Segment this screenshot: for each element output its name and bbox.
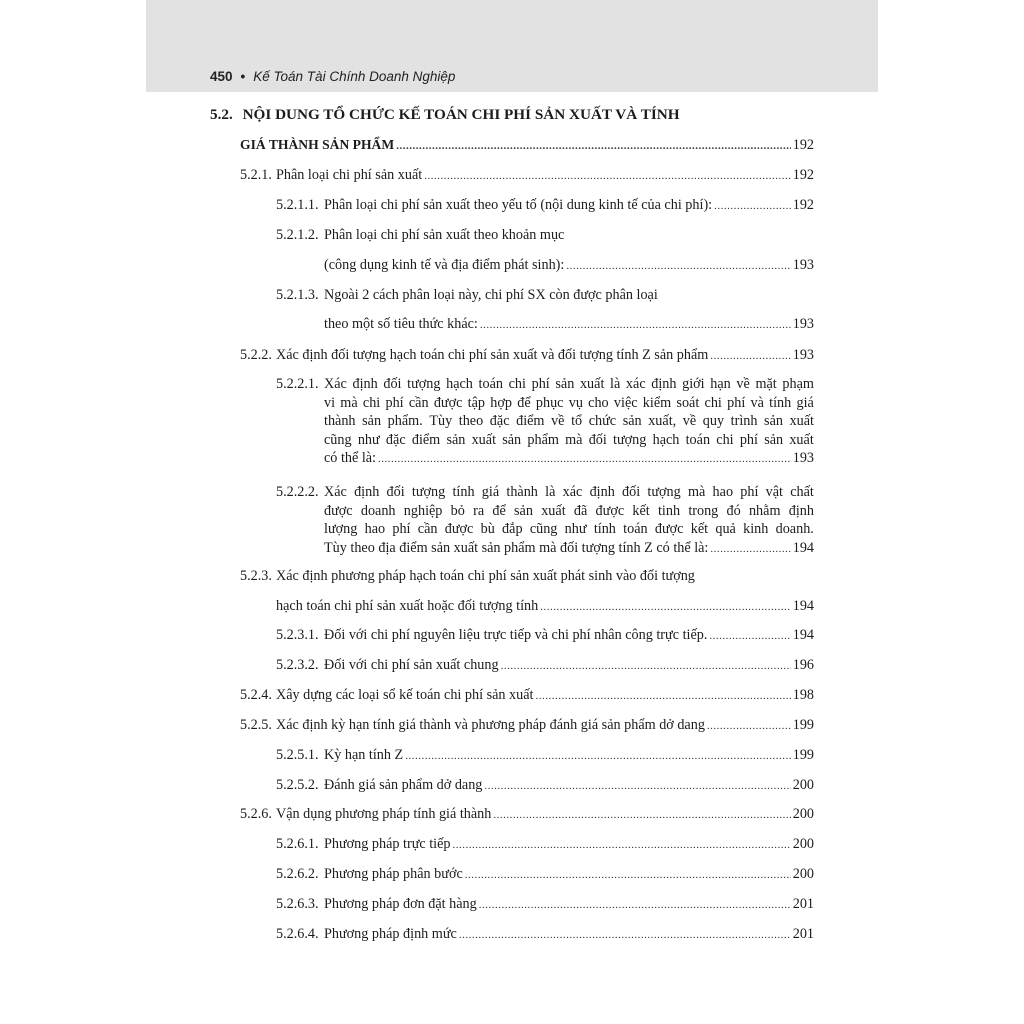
word: sản — [622, 413, 642, 430]
page-ref: 200 — [792, 866, 814, 882]
page-ref: 200 — [792, 836, 814, 852]
word: lượng — [324, 521, 358, 538]
word: quy — [702, 413, 725, 430]
entry-text: Đối với chi phí nguyên liệu trực tiếp và chi phí nhân công trực tiếp. — [324, 627, 708, 643]
word: cho — [588, 394, 609, 411]
entry-text: Xác định phương pháp hạch toán chi phí sản xuất phát sinh vào đối tượng — [276, 568, 695, 584]
word: đắp — [502, 521, 523, 538]
paragraph-line — [324, 483, 814, 502]
word: phẩm — [527, 431, 559, 448]
word: điểm — [411, 431, 441, 448]
dot-leader — [480, 313, 791, 336]
word: đặc — [489, 413, 510, 430]
toc-entry — [276, 654, 814, 676]
entry-code: 5.2.1. — [240, 167, 272, 183]
page-ref: 193 — [792, 347, 814, 363]
word: xác — [625, 376, 646, 392]
word: chức — [588, 413, 617, 430]
word: chi — [716, 431, 734, 448]
word: hạn — [710, 376, 731, 392]
dot-leader — [566, 254, 790, 277]
word: và — [750, 394, 764, 411]
word: doanh. — [775, 521, 814, 538]
word: tính — [593, 521, 616, 538]
dot-leader — [535, 684, 790, 707]
dot-leader — [714, 194, 791, 217]
word: vụ — [568, 394, 583, 411]
toc-entry — [240, 803, 814, 825]
word: kiểm — [642, 394, 672, 411]
toc-entry — [240, 684, 814, 706]
toc-entry-paragraph — [276, 483, 814, 558]
word: hạch — [446, 376, 473, 392]
entry-text-continued: (công dụng kinh tế và địa điểm phát sinh): — [324, 257, 565, 273]
word: định — [352, 376, 378, 392]
entry-text: Đối với chi phí sản xuất chung — [324, 657, 499, 673]
word: trình — [730, 413, 758, 430]
word: xác — [562, 484, 583, 500]
page-ref: 196 — [792, 657, 814, 673]
entry-text: Vận dụng phương pháp tính giá thành — [276, 806, 492, 822]
word: Xác — [324, 484, 347, 500]
page-ref: 200 — [792, 806, 814, 822]
word: phí — [531, 376, 550, 392]
word: định — [354, 484, 380, 500]
word: hợp — [490, 394, 512, 411]
word: đặc — [385, 431, 406, 448]
word: toán — [478, 376, 503, 392]
entry-text: có thể là: — [324, 450, 376, 467]
toc-entry-first-line — [276, 224, 564, 246]
dot-leader — [424, 164, 791, 187]
toc-entry — [276, 923, 814, 945]
word: để — [517, 394, 531, 411]
entry-text: Ngoài 2 cách phân loại này, chi phí SX còn được phân loại — [324, 287, 658, 303]
header-separator: • — [240, 69, 246, 84]
entry-text: Phương pháp định mức — [324, 926, 457, 942]
entry-code: 5.2.5.2. — [276, 777, 319, 793]
toc-entry — [276, 863, 814, 885]
word: hao — [364, 521, 386, 538]
toc-entry — [276, 194, 814, 216]
word: xuất — [471, 431, 497, 448]
word: điểm — [516, 413, 545, 430]
running-head — [210, 66, 455, 88]
entry-text: Xác định kỳ hạn tính giá thành và phương pháp đánh giá sản phẩm dở dang — [276, 717, 705, 733]
word: mà — [565, 431, 583, 448]
word: đó — [726, 502, 741, 519]
entry-text: Phương pháp phân bước — [324, 866, 463, 882]
word: việc — [613, 394, 638, 411]
dot-leader — [710, 539, 790, 559]
word: theo — [458, 413, 484, 430]
word: kinh — [743, 521, 769, 538]
word: phí — [739, 431, 758, 448]
page-ref: 199 — [792, 717, 814, 733]
page-ref: 194 — [792, 627, 814, 643]
word: sản — [764, 431, 784, 448]
word: toán — [623, 521, 648, 538]
page-ref: 193 — [792, 316, 814, 332]
paragraph-last-line — [324, 539, 814, 559]
dot-leader — [479, 893, 791, 916]
word: quả — [715, 521, 736, 538]
page-ref: 201 — [792, 926, 814, 942]
paragraph-line — [324, 520, 814, 539]
toc-entry — [276, 893, 814, 915]
word: sản — [764, 413, 783, 430]
word: cũng — [324, 431, 352, 448]
entry-code: 5.2.3.2. — [276, 657, 319, 673]
word: phục — [535, 394, 564, 411]
word: hạch — [652, 431, 680, 448]
word: đã — [573, 502, 588, 519]
entry-code: 5.2.2. — [240, 347, 272, 363]
word: định — [788, 502, 814, 519]
paragraph-line — [324, 431, 814, 450]
page-ref: 201 — [792, 896, 814, 912]
word: là — [610, 376, 621, 392]
word: tượng — [407, 376, 441, 392]
entry-text-continued: hạch toán chi phí sản xuất hoặc đối tượng tính — [276, 598, 539, 614]
word: về — [736, 376, 750, 392]
word: bù — [480, 521, 495, 538]
dot-leader — [709, 624, 790, 647]
paragraph-line — [324, 394, 814, 413]
entry-code: 5.2.6.1. — [276, 836, 319, 852]
dot-leader — [459, 923, 791, 946]
page-ref: 194 — [792, 598, 814, 614]
entry-text: Tùy theo địa điểm sản xuất sản phẩm mà đối tượng tính Z có thể là: — [324, 539, 709, 556]
word: tượng — [647, 484, 681, 500]
entry-code: 5.2.3. — [240, 568, 272, 584]
word: cũng — [529, 521, 558, 538]
word: sản — [514, 502, 533, 519]
word: xuất — [789, 431, 814, 448]
page-ref: 193 — [792, 257, 814, 273]
dot-leader — [707, 714, 791, 737]
word: đối — [622, 484, 641, 500]
toc-entry — [276, 833, 814, 855]
word: sản — [446, 431, 466, 448]
word: sản — [362, 413, 382, 430]
word: tính — [452, 484, 475, 500]
toc-entry — [276, 744, 814, 766]
entry-code: 5.2.1.3. — [276, 287, 319, 303]
word: tượng — [411, 484, 446, 500]
word: phí — [392, 521, 411, 538]
entry-text-continued: theo một số tiêu thức khác: — [324, 316, 478, 332]
entry-text: Xác định đối tượng hạch toán chi phí sản xuất và đối tượng tính Z sản phẩm — [276, 347, 709, 363]
toc-entry-paragraph — [276, 375, 814, 469]
word: thành — [506, 484, 538, 500]
word: nhằm — [748, 502, 781, 519]
word: như — [357, 431, 380, 448]
word: để — [492, 502, 506, 519]
dot-leader — [378, 449, 791, 469]
entry-code: 5.2.5. — [240, 717, 272, 733]
entry-code: 5.2.5.1. — [276, 747, 319, 763]
word: kết — [690, 521, 709, 538]
toc-entry — [240, 714, 814, 736]
entry-code: 5.2.6.2. — [276, 866, 319, 882]
word: phí — [740, 484, 759, 500]
word: mặt — [755, 376, 777, 392]
word: Xác — [324, 376, 347, 392]
word: kết — [632, 502, 650, 519]
word: đối — [383, 376, 402, 392]
page-ref: 194 — [792, 539, 814, 556]
entry-code: 5.2.6.3. — [276, 896, 319, 912]
dot-leader — [465, 863, 791, 886]
word: được — [444, 521, 474, 538]
entry-code: 5.2.6. — [240, 806, 272, 822]
entry-code: 5.2.3.1. — [276, 627, 319, 643]
entry-code: 5.2.1.1. — [276, 197, 319, 213]
word: toán — [685, 431, 711, 448]
toc-entry — [240, 164, 814, 186]
word: Tùy — [429, 413, 453, 430]
word: tượng — [613, 431, 647, 448]
word: hao — [712, 484, 734, 500]
word: ra — [473, 502, 485, 519]
word: chi — [508, 376, 526, 392]
word: tập — [467, 394, 486, 411]
word: định — [589, 484, 615, 500]
word: phí — [385, 394, 404, 411]
toc-entry-5-2 — [240, 134, 814, 156]
toc-entry-continuation — [276, 595, 814, 617]
entry-text: Đánh giá sản phẩm dở dang — [324, 777, 483, 793]
word: xuất — [579, 376, 605, 392]
toc-entry-continuation — [324, 254, 814, 276]
toc-entry-first-line — [240, 565, 695, 587]
page-ref: 193 — [792, 450, 814, 467]
toc-entry — [276, 624, 814, 646]
word: cần — [417, 521, 438, 538]
word: soát — [676, 394, 700, 411]
entry-text: Xây dựng các loại sổ kế toán chi phí sản xuất — [276, 687, 534, 703]
entry-code: 5.2.4. — [240, 687, 272, 703]
word: cần — [408, 394, 429, 411]
word: như — [564, 521, 587, 538]
paragraph-line — [324, 412, 814, 431]
dot-leader — [493, 803, 790, 826]
word: chất — [790, 484, 814, 500]
dot-leader — [396, 134, 791, 157]
paragraph-last-line — [324, 449, 814, 469]
word: được — [654, 521, 684, 538]
word: thành — [324, 413, 356, 430]
section-title-line1: NỘI DUNG TỔ CHỨC KẾ TOÁN CHI PHÍ SẢN XUẤT VÀ TÍNH — [242, 106, 680, 123]
word: được — [324, 502, 353, 519]
dot-leader — [501, 654, 791, 677]
word: nghiệp — [403, 502, 443, 519]
entry-text: Phương pháp đơn đặt hàng — [324, 896, 477, 912]
paragraph-line — [324, 502, 814, 521]
word: chi — [704, 394, 722, 411]
word: tổ — [571, 413, 583, 430]
word: xuất — [789, 413, 814, 430]
entry-text: Phân loại chi phí sản xuất — [276, 167, 423, 183]
toc-entry-first-line — [276, 284, 658, 306]
section-heading-line1 — [210, 104, 680, 126]
section-code: 5.2. — [210, 106, 233, 123]
entry-code: 5.2.2.2. — [276, 484, 319, 500]
section-title-line2: GIÁ THÀNH SẢN PHẨM — [240, 137, 395, 152]
page-ref: 200 — [792, 777, 814, 793]
word: mà — [687, 484, 706, 500]
word: đối — [588, 431, 607, 448]
word: phí — [727, 394, 746, 411]
page-ref: 192 — [792, 137, 814, 153]
toc-entry-continuation — [324, 313, 814, 335]
toc-entry — [240, 344, 814, 366]
word: đối — [386, 484, 405, 500]
entry-text: Kỳ hạn tính Z — [324, 747, 404, 763]
entry-code: 5.2.2.1. — [276, 376, 319, 392]
entry-text: Phân loại chi phí sản xuất theo yếu tố (nội dung kinh tế của chi phí): — [324, 197, 713, 213]
word: định — [651, 376, 677, 392]
page-ref: 199 — [792, 747, 814, 763]
word: bỏ — [450, 502, 465, 519]
word: xuất, — [648, 413, 677, 430]
dot-leader — [405, 744, 791, 767]
word: mà — [340, 394, 358, 411]
entry-text: Phân loại chi phí sản xuất theo khoản mục — [324, 227, 565, 243]
word: phẩm. — [387, 413, 423, 430]
word: vi — [324, 394, 336, 411]
dot-leader — [540, 595, 790, 618]
word: doanh — [360, 502, 396, 519]
word: được — [595, 502, 625, 519]
word: tính — [769, 394, 792, 411]
word: tinh — [657, 502, 681, 519]
word: được — [433, 394, 463, 411]
page-number: 450 — [210, 69, 233, 84]
dot-leader — [453, 833, 791, 856]
entry-code: 5.2.1.2. — [276, 227, 319, 243]
word: là — [545, 484, 556, 500]
word: chi — [362, 394, 381, 411]
entry-text: Phương pháp trực tiếp — [324, 836, 451, 852]
paragraph-line — [324, 375, 814, 394]
word: sản — [502, 431, 522, 448]
page-ref: 192 — [792, 197, 814, 213]
word: vật — [765, 484, 783, 500]
word: giới — [682, 376, 705, 392]
word: phạm — [782, 376, 814, 392]
word: giá — [796, 394, 814, 411]
page-ref: 198 — [792, 687, 814, 703]
toc-entry — [276, 774, 814, 796]
dot-leader — [710, 344, 790, 367]
word: về — [551, 413, 565, 430]
book-title: Kế Toán Tài Chính Doanh Nghiệp — [253, 69, 456, 84]
word: về — [682, 413, 697, 430]
word: sản — [555, 376, 575, 392]
word: xuất — [541, 502, 566, 519]
word: giá — [481, 484, 500, 500]
word: trong — [688, 502, 719, 519]
dot-leader — [484, 774, 790, 797]
page-ref: 192 — [792, 167, 814, 183]
entry-code: 5.2.6.4. — [276, 926, 319, 942]
